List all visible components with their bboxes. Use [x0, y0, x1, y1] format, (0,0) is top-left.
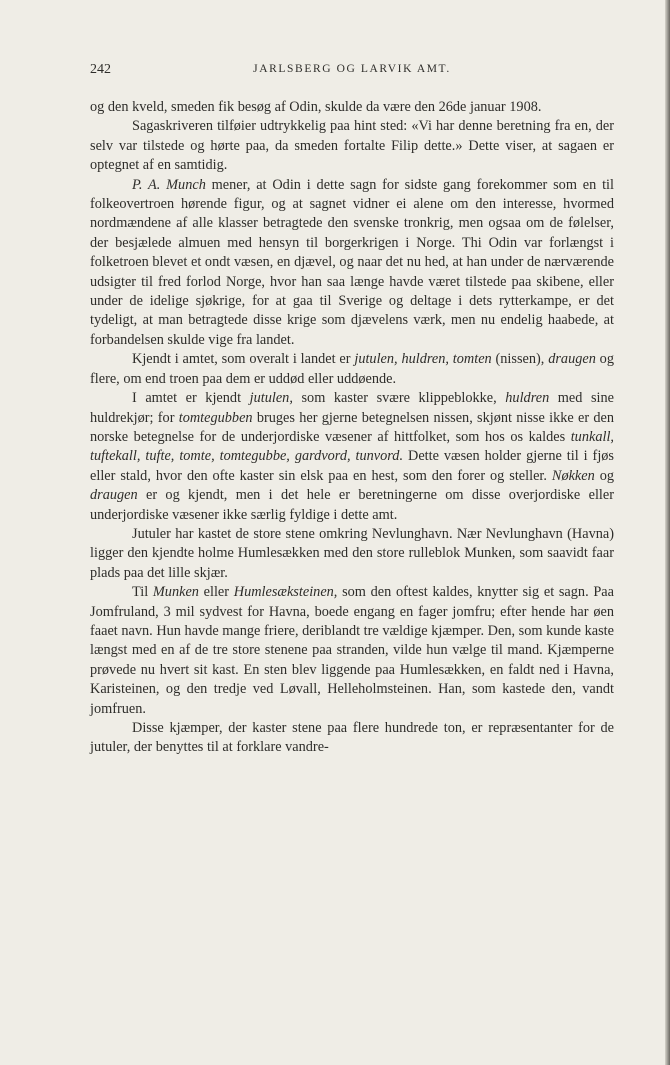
paragraph [90, 117, 614, 175]
text-run: eller [198, 584, 234, 601]
text-run: Dette væsen holder gjerne til i fjøs eller stald, hvor den ofte kaster sin elsk paa en hest, som den forer og steller. [90, 448, 615, 484]
italic-term: tunkall, tuftekall, tufte, tomte, tomtegubbe, gardvord, tunvord. [90, 428, 614, 465]
italic-term: Humlesæksteinen, [233, 584, 338, 601]
italic-term: tomtegubben [178, 409, 253, 426]
text-run: og den kveld, smeden fik besøg af Odin, skulde da være den 26de januar 1908. [90, 99, 542, 115]
page-edge [665, 0, 670, 1065]
italic-term: jutulen, [249, 390, 293, 407]
text-run: mener, at Odin i dette sagn for sidste gang forekommer som en til folkeovertroen hørende figur, og at sagnet vidner ei alene om den interesse, hvormed nordmændene af alle klasser betragtede den svenske tronkrig, men ogsaa om de følelser, der besjælede almuen med hensyn til borgerkrigen i Norge. Thi Odin var forlængst i folketroen blevet et ondt væsen, en djævel, og naar det nu hed, at han under de nærværende udsigter til fred forlod Norge, hvor han saa længe havde været tilstede paa skibene, eller under de idelige sjøkrige, for at gaa til Sverige og deltage i dets rytterkampe, er det tydeligt, at man betragtede disse krige som djævelens værk, men nu endelig haabede, at forbandelsen skulde vige fra landet. [90, 176, 614, 348]
text-run: I amtet er kjendt [132, 390, 250, 407]
italic-term: jutulen, huldren, tomten [354, 351, 492, 368]
text-run: og [594, 467, 615, 484]
text-run: og flere, om end troen paa dem er uddød eller uddøende. [90, 351, 614, 387]
italic-term: Munken [152, 584, 199, 601]
italic-term: huldren [505, 390, 550, 407]
text-run: Sagaskriveren tilføier udtrykkelig paa hint sted: «Vi har denne beretning fra en, der selv var tilstede og hørte paa, da smeden fortalte Filip dette.» Dette viser, at sagaen er optegnet af en samtidig. [90, 118, 614, 174]
page-number: 242 [90, 62, 111, 77]
paragraph [90, 583, 614, 719]
paragraph [90, 389, 614, 525]
italic-term: P. A. Munch [132, 176, 206, 193]
italic-term: draugen [548, 351, 596, 368]
text-run: (nissen), [491, 351, 549, 368]
text-run: Jutuler har kastet de store stene omkring Nevlunghavn. Nær Nevlunghavn (Havna) ligger den kjendte holme Humlesækken med den store rulleblok Munken, som saavidt faar plads paa det lille skjær. [90, 525, 614, 581]
italic-term: Nøkken [551, 467, 595, 484]
text-run: er og kjendt, men i det hele er beretningerne om disse overjordiske eller underjordiske væsener ikke særlig fyldige i dette amt. [90, 487, 614, 523]
text-run: som den oftest kaldes, knytter sig et sagn. Paa Jomfruland, 3 mil sydvest for Havna, boede engang en fager jomfru; efter hende har øen faaet navn. Hun havde mange friere, deriblandt tre vældige kjæmper. Den, som kunde kaste længst med en af de tre store stenene paa stranden, vilde hun vælge til mand. Kjæmperne prøvede nu hvert sit kast. En sten blev liggende paa Humlesækken, en faldt ned i Havna, Karisteinen, og den tredje ved Løvall, Helleholmsteinen. Han, som kastede den, vandt jomfruen. [90, 584, 615, 717]
italic-term: draugen [90, 487, 138, 504]
text-run: Disse kjæmper, der kaster stene paa flere hundrede ton, er repræsentanter for de jutuler, der benyttes til at forklare vandre- [90, 720, 614, 756]
paragraph [90, 719, 614, 758]
text-run: med sine huldrekjør; for [90, 390, 615, 426]
paragraph [90, 176, 614, 351]
text-run: bruges her gjerne betegnelsen nissen, skjønt nisse ikke er den norske betegnelse for de underjordiske væsener af hittfolket, som hos os kaldes [90, 409, 614, 445]
paragraph [90, 98, 614, 117]
text-run: Kjendt i amtet, som overalt i landet er [132, 351, 355, 368]
paragraph [90, 350, 614, 389]
body-text [90, 98, 614, 758]
paragraph [90, 525, 614, 583]
text-run: Til [132, 584, 153, 601]
text-run: som kaster svære klippeblokke, [292, 390, 506, 407]
running-head: JARLSBERG OG LARVIK AMT. [253, 63, 451, 75]
